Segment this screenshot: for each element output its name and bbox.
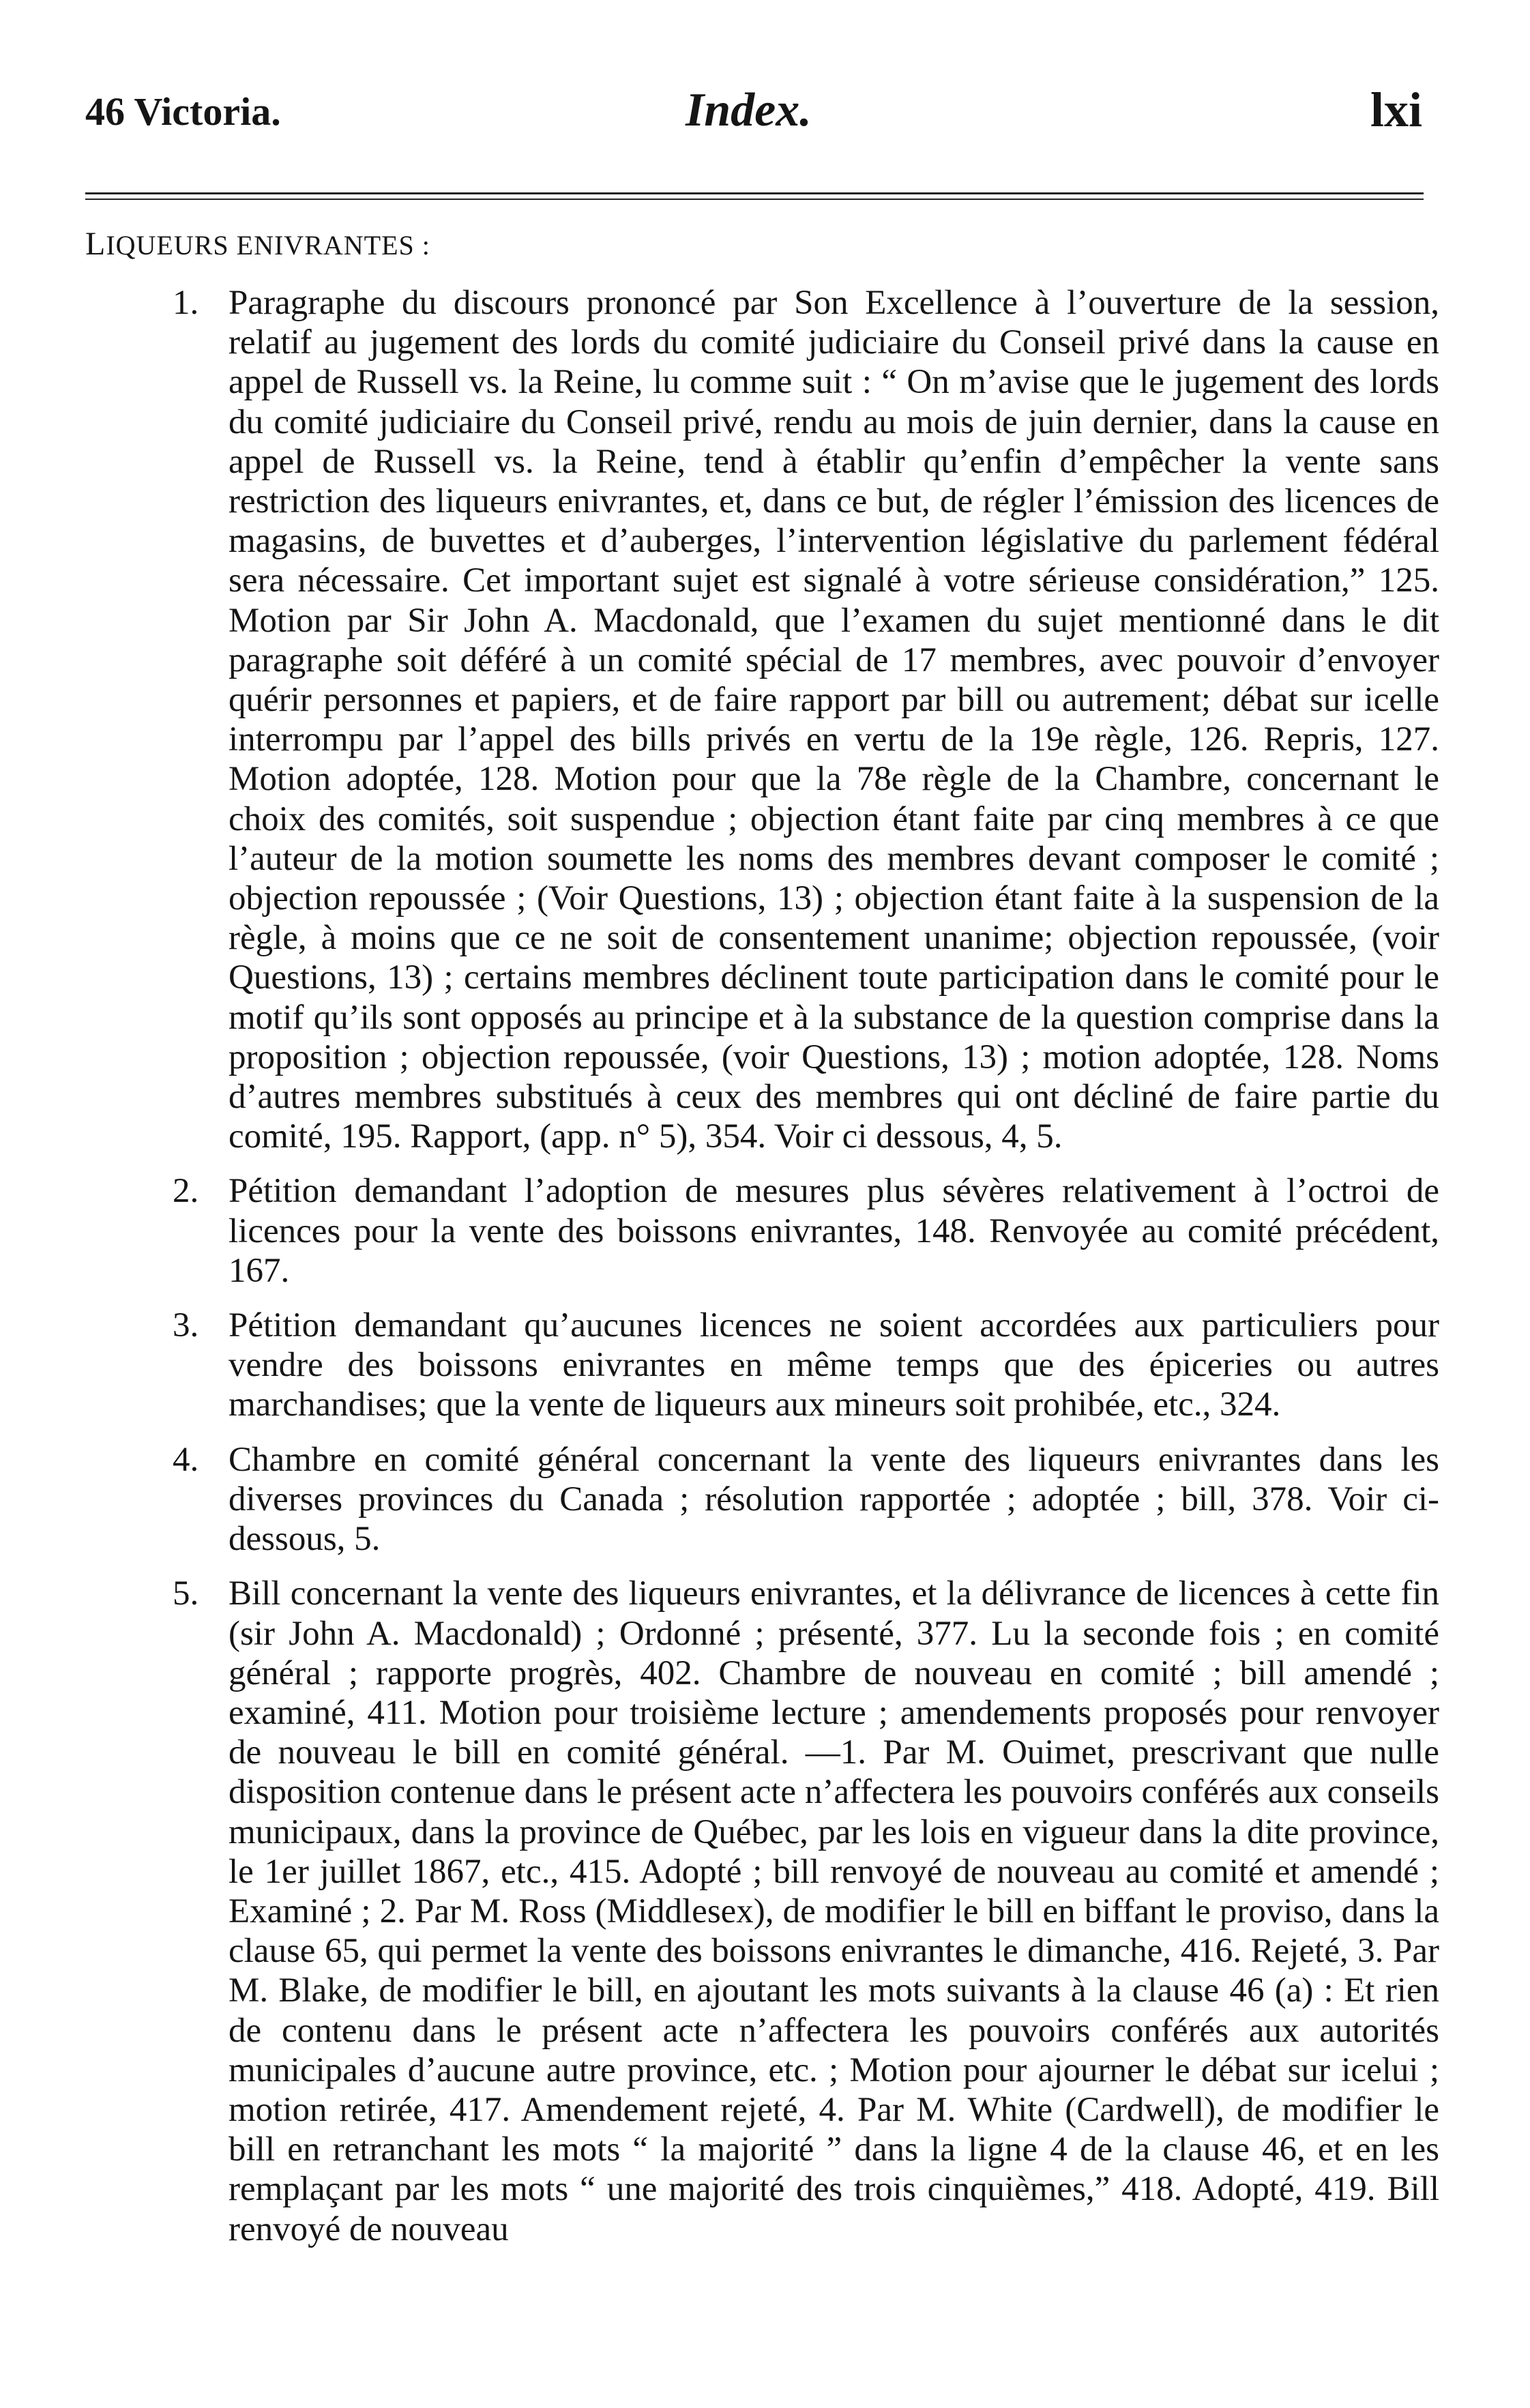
- entry-number: 3.: [173, 1306, 199, 1345]
- page-number: lxi: [1370, 83, 1422, 137]
- entry-number: 2.: [173, 1172, 199, 1211]
- entry-text: Pétition demandant l’adoption de mesures plus sévères relativement à l’octroi de licences pour la vente des boissons enivrantes, 148. Renvoyée au comité précédent, 167.: [229, 1172, 1439, 1290]
- index-entry: [85, 1171, 1439, 1291]
- index-entry: [85, 1440, 1439, 1559]
- entry-text: Pétition demandant qu’aucunes licences ne soient accordées aux particuliers pour vendre des boissons enivrantes en même temps que des épiceries ou autres marchandises; que la vente de liqueurs aux mineurs soit prohibée, etc., 324.: [229, 1306, 1439, 1424]
- entry-list: [85, 283, 1439, 2264]
- index-entry: [85, 1306, 1439, 1425]
- entry-text: Chambre en comité général concernant la vente des liqueurs enivrantes dans les diverses provinces du Canada ; résolution rapportée ; adoptée ; bill, 378. Voir ci-dessous, 5.: [229, 1440, 1439, 1559]
- entry-number: 5.: [173, 1574, 199, 1613]
- index-entry: [85, 1574, 1439, 2248]
- running-head-title: Index.: [686, 84, 812, 136]
- section-title-text: LIQUEURS ENIVRANTES :: [85, 226, 430, 262]
- entry-number: 1.: [173, 284, 199, 322]
- entry-text: Paragraphe du discours prononcé par Son Excellence à l’ouverture de la session, relatif au jugement des lords du comité judiciaire du Conseil privé dans la cause en appel de Russell vs. la Reine, lu comme suit : “ On m’avise que le jugement des lords du comité judiciaire du Conseil privé, rendu au mois de juin dernier, dans la cause en appel de Russell vs. la Reine, tend à établir qu’enfin d’empêcher la vente sans restriction des liqueurs enivrantes, et, dans ce but, de régler l’émission des licences de magasins, de buvettes et d’auberges, l’intervention législative du parlement fédéral sera nécessaire. Cet important sujet est signalé à votre sérieuse considération,” 125. Motion par Sir John A. Macdonald, que l’examen du sujet mentionné dans le dit paragraphe soit déféré à un comité spécial de 17 membres, avec pouvoir d’envoyer quérir personnes et papiers, et de faire rapport par bill ou autrement; débat sur icelle interrompu par l’appel des bills privés en vertu de la 19e règle, 126. Repris, 127. Motion adoptée, 128. Motion pour que la 78e règle de la Chambre, concernant le choix des comités, soit suspendue ; objection étant faite par cinq membres à ce que l’auteur de la motion soumette les noms des membres devant composer le comité ; objection repoussée ; (Voir Questions, 13) ; objection étant faite à la suspension de la règle, à moins que ce ne soit de consentement unanime; objection repoussée, (voir Questions, 13) ; certains membres déclinent toute participation dans le comité pour le motif qu’ils sont opposés au principe et à la substance de la question comprise dans la proposition ; objection repoussée, (voir Questions, 13) ; motion adoptée, 128. Noms d’autres membres substitués à ceux des membres qui ont décliné de faire partie du comité, 195. Rapport, (app. n° 5), 354. Voir ci dessous, 4, 5.: [229, 284, 1439, 1156]
- page-header: [85, 76, 1422, 151]
- header-rule: [85, 192, 1424, 200]
- running-head-left: 46 Victoria.: [85, 89, 281, 134]
- index-entry: [85, 283, 1439, 1156]
- section-title: [85, 225, 430, 263]
- entry-text: Bill concernant la vente des liqueurs enivrantes, et la délivrance de licences à cette fin (sir John A. Macdonald) ; Ordonné ; présenté, 377. Lu la seconde fois ; en comité général ; rapporte progrès, 402. Chambre de nouveau en comité ; bill amendé ; examiné, 411. Motion pour troisième lecture ; amendements proposés pour renvoyer de nouveau le bill en comité général. —1. Par M. Ouimet, prescrivant que nulle disposition contenue dans le présent acte n’affectera les pouvoirs conférés aux conseils municipaux, dans la province de Québec, par les lois en vigueur dans la dite province, le 1er juillet 1867, etc., 415. Adopté ; bill renvoyé de nouveau au comité et amendé ; Examiné ; 2. Par M. Ross (Middlesex), de modifier le bill en biffant le proviso, dans la clause 65, qui permet la vente des boissons enivrantes le dimanche, 416. Rejeté, 3. Par M. Blake, de modifier le bill, en ajoutant les mots suivants à la clause 46 (a) : Et rien de contenu dans le présent acte n’affectera les pouvoirs conférés aux autorités municipales d’aucune autre province, etc. ; Motion pour ajourner le débat sur icelui ; motion retirée, 417. Amendement rejeté, 4. Par M. White (Cardwell), de modifier le bill en retranchant les mots “ la majorité ” dans la ligne 4 de la clause 46, et en les remplaçant par les mots “ une majorité des trois cinquièmes,” 418. Adopté, 419. Bill renvoyé de nouveau: [229, 1574, 1439, 2248]
- entry-number: 4.: [173, 1440, 199, 1479]
